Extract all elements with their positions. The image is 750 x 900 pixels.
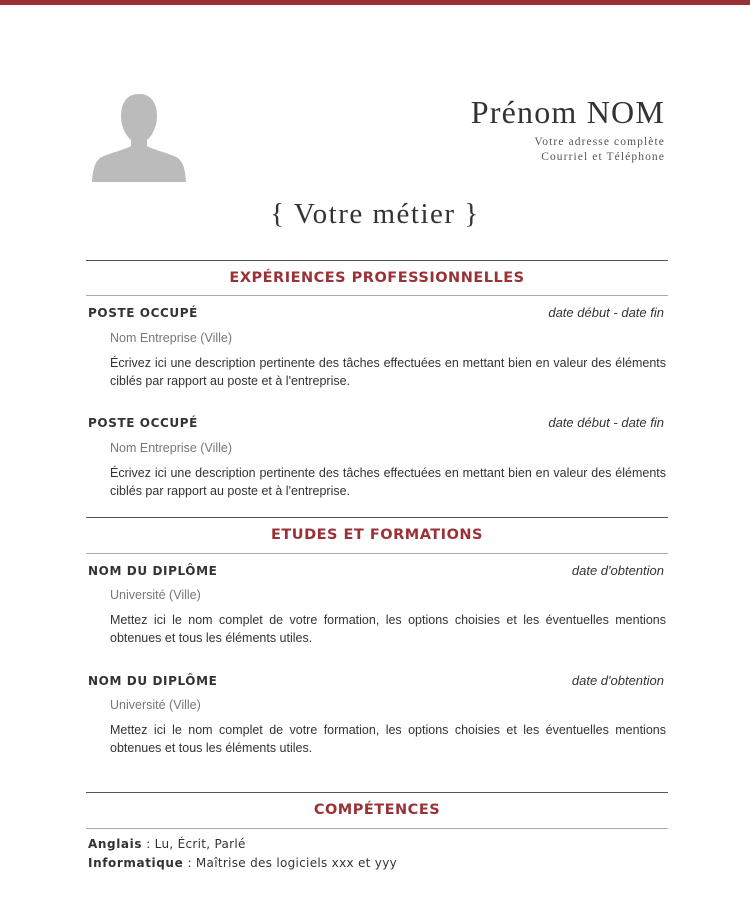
section-divider	[86, 295, 668, 296]
avatar-placeholder-icon	[90, 90, 188, 182]
address-text: Votre adresse complète	[534, 136, 665, 148]
section-divider	[86, 517, 668, 518]
skill-value: : Maîtrise des logiciels xxx et yyy	[183, 856, 397, 870]
education-degree: NOM DU DIPLÔME	[88, 564, 218, 578]
experience-description: Écrivez ici une description pertinente des tâches effectuées en mettant bien en valeur des éléments ciblés par rapport au poste et à l'entreprise.	[110, 466, 666, 498]
experience-company: Nom Entreprise (Ville)	[110, 331, 233, 345]
experience-company: Nom Entreprise (Ville)	[110, 441, 233, 455]
skill-line	[88, 856, 397, 870]
top-accent-bar	[0, 0, 750, 5]
skill-line	[88, 837, 246, 851]
job-title: { Votre métier }	[270, 198, 480, 230]
skill-label: Informatique	[88, 856, 184, 870]
education-school: Université (Ville)	[110, 588, 201, 602]
skills-section-title: COMPÉTENCES	[313, 802, 441, 818]
skill-label: Anglais	[88, 837, 143, 851]
candidate-name: Prénom NOM	[470, 94, 665, 130]
skill-value: : Lu, Écrit, Parlé	[142, 837, 246, 851]
experience-position: POSTE OCCUPÉ	[88, 306, 198, 320]
contact-text: Courriel et Téléphone	[541, 151, 665, 163]
education-school: Université (Ville)	[110, 698, 201, 712]
education-date: date d'obtention	[571, 673, 664, 688]
experience-description: Écrivez ici une description pertinente des tâches effectuées en mettant bien en valeur des éléments ciblés par rapport au poste et à l'entreprise.	[110, 356, 666, 388]
education-description: Mettez ici le nom complet de votre formation, les options choisies et les éventuelles mentions obtenues et tous les éléments utiles.	[110, 613, 666, 645]
experience-position: POSTE OCCUPÉ	[88, 416, 198, 430]
section-divider	[86, 828, 668, 829]
education-degree: NOM DU DIPLÔME	[88, 674, 218, 688]
section-divider	[86, 792, 668, 793]
education-date: date d'obtention	[571, 563, 664, 578]
experience-dates: date début - date fin	[548, 305, 664, 320]
education-description: Mettez ici le nom complet de votre formation, les options choisies et les éventuelles mentions obtenues et tous les éléments utiles.	[110, 723, 666, 755]
education-section-title: ETUDES ET FORMATIONS	[271, 527, 483, 543]
experience-dates: date début - date fin	[548, 415, 664, 430]
section-divider	[86, 553, 668, 554]
section-divider	[86, 260, 668, 261]
experience-section-title: EXPÉRIENCES PROFESSIONNELLES	[229, 270, 525, 286]
